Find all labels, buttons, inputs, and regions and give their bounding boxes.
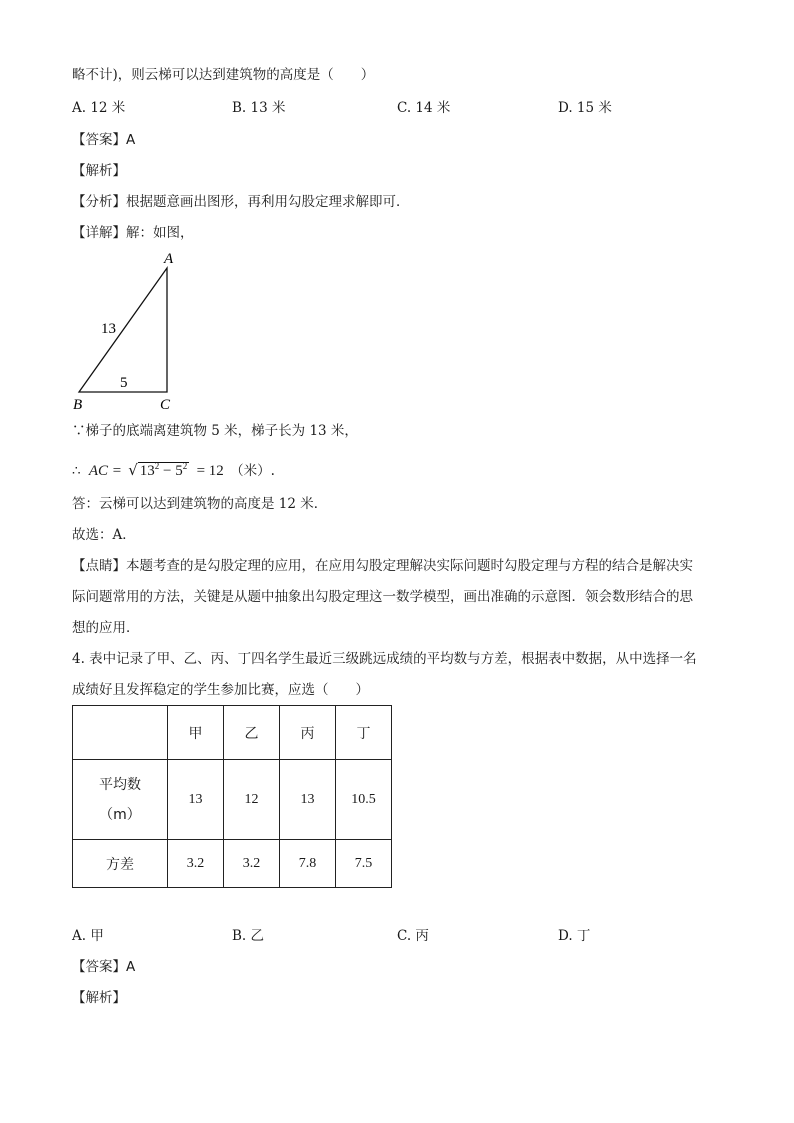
q4-analysis-heading: 【解析】	[72, 990, 126, 1006]
q4-option-a: A. 甲	[72, 928, 104, 944]
table-cell: 3.2	[168, 840, 224, 888]
q3-dianjing-line-3: 想的应用．	[72, 620, 140, 636]
radicand-a-exponent: 2	[154, 461, 160, 471]
table-header-jia: 甲	[168, 706, 224, 760]
q4-option-d: D. 丁	[558, 928, 591, 944]
q3-answer: 【答案】A	[72, 132, 136, 148]
table-cell: 3.2	[224, 840, 280, 888]
variance-label: 方差	[73, 840, 168, 888]
q3-option-b: B. 13 米	[232, 100, 286, 116]
q4-data-table	[72, 705, 392, 888]
q3-dianjing-line-1: 【点睛】本题考查的是勾股定理的应用，在应用勾股定理解决实际问题时勾股定理与方程的结合是解决实	[72, 558, 693, 574]
q4-option-c: C. 丙	[397, 928, 429, 944]
table-header-row	[73, 706, 392, 760]
q3-option-c: C. 14 米	[397, 100, 451, 116]
table-cell: 13	[168, 760, 224, 840]
minus-sign: −	[159, 463, 176, 479]
table-cell: 7.5	[336, 840, 392, 888]
radicand-b-exponent: 2	[182, 461, 188, 471]
table-header-yi: 乙	[224, 706, 280, 760]
mean-label-cell	[73, 760, 168, 840]
calc-rhs: = 12	[196, 463, 224, 479]
vertex-c-label: C	[160, 397, 171, 413]
table-cell: 7.8	[280, 840, 336, 888]
q3-stem-end: 略不计)，则云梯可以达到建筑物的高度是（ ）	[72, 67, 375, 83]
vertex-a-label: A	[164, 251, 174, 267]
radicand	[138, 462, 189, 479]
q4-stem-line-2: 成绩好且发挥稳定的学生参加比赛，应选（ ）	[72, 682, 369, 698]
q3-reply: 答：云梯可以达到建筑物的高度是 12 米．	[72, 496, 328, 512]
table-row-mean	[73, 760, 392, 840]
q3-choice: 故选：A．	[72, 527, 136, 543]
radicand-a: 13	[139, 463, 155, 479]
q4-answer: 【答案】A	[72, 959, 136, 975]
therefore-symbol: ∴	[72, 463, 81, 479]
q3-fenxi: 【分析】根据题意画出图形，再利用勾股定理求解即可．	[72, 194, 410, 210]
mean-label: 平均数	[99, 776, 141, 793]
table-cell: 13	[280, 760, 336, 840]
q4-option-b: B. 乙	[232, 928, 265, 944]
base-label: 5	[120, 375, 128, 391]
table-row-variance	[73, 840, 392, 888]
q3-xiangjie: 【详解】解：如图，	[72, 225, 194, 241]
radical-sign: √	[128, 461, 138, 479]
q3-option-a: A. 12 米	[72, 100, 126, 116]
q3-given: ∵梯子的底端离建筑物 5 米，梯子长为 13 米，	[72, 423, 358, 439]
triangle-shape	[79, 268, 167, 392]
q3-dianjing-line-2: 际问题常用的方法，关键是从题中抽象出勾股定理这一数学模型，画出准确的示意图．领会数形结合的思	[72, 589, 693, 605]
q3-calculation	[72, 456, 275, 480]
calc-lhs: AC =	[88, 463, 122, 479]
calc-unit: （米）.	[230, 463, 275, 479]
sqrt-expression	[128, 456, 189, 481]
q4-stem-line-1: 4. 表中记录了甲、乙、丙、丁四名学生最近三级跳远成绩的平均数与方差，根据表中数据，从中选择一名	[72, 651, 697, 667]
radicand-b: 5	[175, 463, 183, 479]
vertex-b-label: B	[73, 397, 83, 413]
table-header-ding: 丁	[336, 706, 392, 760]
mean-unit: （m）	[99, 806, 141, 823]
table-header-empty	[73, 706, 168, 760]
hypotenuse-label: 13	[101, 321, 116, 337]
table-cell: 10.5	[336, 760, 392, 840]
q3-analysis-heading: 【解析】	[72, 163, 126, 179]
table-cell: 12	[224, 760, 280, 840]
q3-option-d: D. 15 米	[558, 100, 612, 116]
triangle-figure	[68, 248, 198, 416]
table-header-bing: 丙	[280, 706, 336, 760]
